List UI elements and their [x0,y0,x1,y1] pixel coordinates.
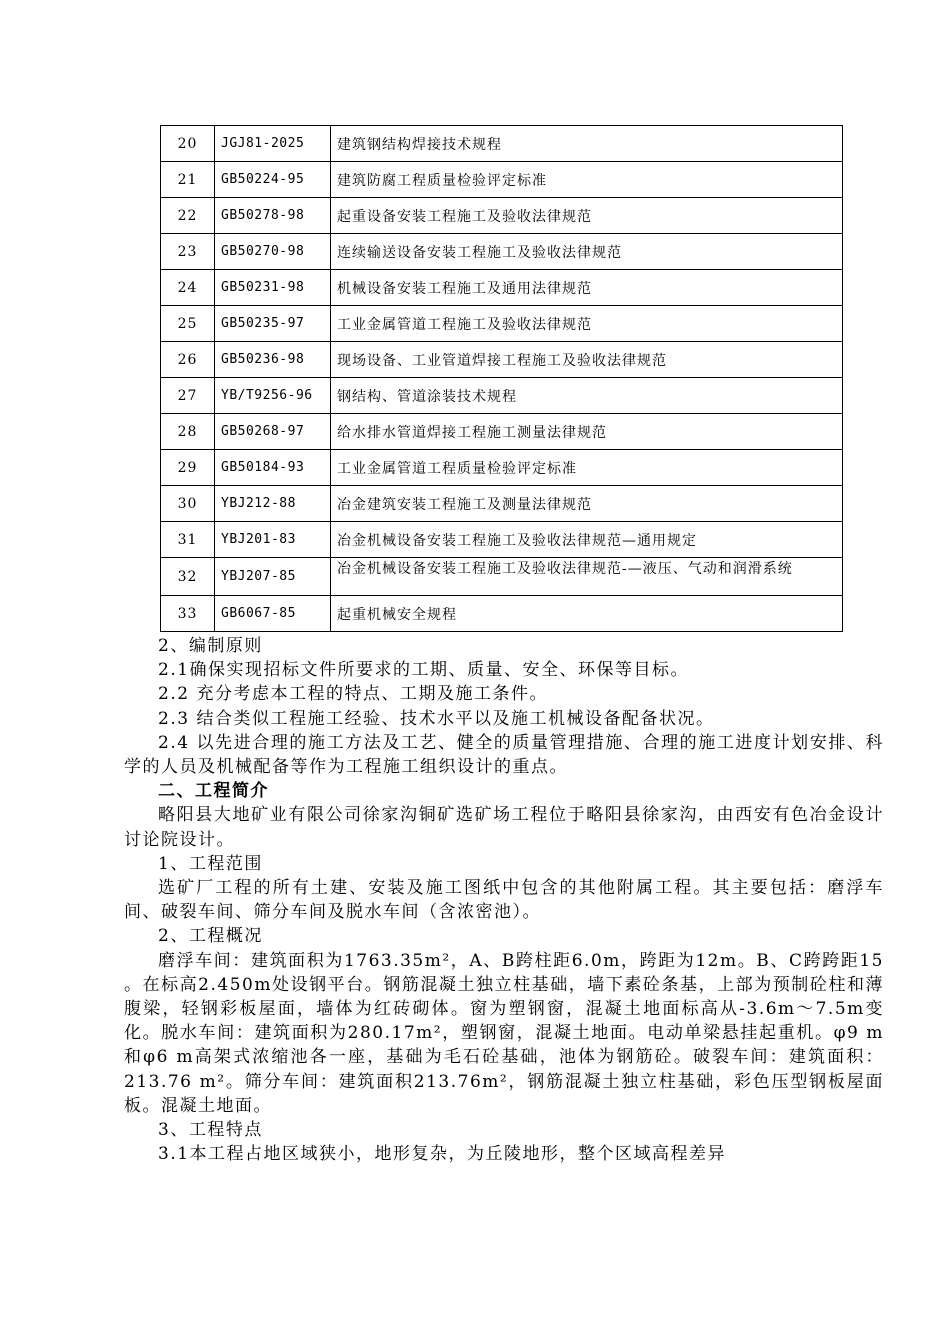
row-number: 33 [161,596,215,632]
standards-table [160,125,843,632]
paragraph: 2.2 充分考虑本工程的特点、工期及施工条件。 [158,684,548,705]
row-number: 22 [161,198,215,234]
standard-code: YB/T9256-96 [215,378,331,414]
section-heading: 3、工程特点 [158,1120,263,1141]
standard-name: 工业金属管道工程施工及验收法律规范 [331,306,843,342]
paragraph: 2.3 结合类似工程施工经验、技术水平以及施工机械设备配备状况。 [158,708,715,729]
table-row [161,198,843,234]
paragraph: 3.1本工程占地区域狭小，地形复杂，为丘陵地形，整个区域高程差异 [158,1144,727,1165]
row-number: 27 [161,378,215,414]
section-heading: 1、工程范围 [158,853,263,874]
standard-code: GB50231-98 [215,270,331,306]
standard-name: 机械设备安装工程施工及通用法律规范 [331,270,843,306]
standard-code: GB50236-98 [215,342,331,378]
standard-name: 起重机械安全规程 [331,596,843,632]
row-number: 31 [161,522,215,558]
row-number: 32 [161,558,215,596]
table-row [161,162,843,198]
standard-name: 冶金机械设备安装工程施工及验收法律规范-—液压、气动和润滑系统 [331,558,843,596]
standard-code: GB6067-85 [215,596,331,632]
standard-code: YBJ207-85 [215,558,331,596]
document-body [124,634,884,1166]
table-row [161,342,843,378]
row-number: 23 [161,234,215,270]
table-row [161,486,843,522]
standard-code: GB50235-97 [215,306,331,342]
standard-code: GB50270-98 [215,234,331,270]
table-row [161,234,843,270]
standard-name: 连续输送设备安装工程施工及验收法律规范 [331,234,843,270]
standard-code: GB50268-97 [215,414,331,450]
standard-code: GB50224-95 [215,162,331,198]
standard-code: GB50184-93 [215,450,331,486]
table-row [161,558,843,596]
row-number: 29 [161,450,215,486]
standard-name: 给水排水管道焊接工程施工测量法律规范 [331,414,843,450]
section-heading: 2、工程概况 [158,926,263,947]
standard-name: 建筑防腐工程质量检验评定标准 [331,162,843,198]
standard-code: GB50278-98 [215,198,331,234]
table-row [161,522,843,558]
section-heading: 2、编制原则 [158,636,263,656]
table-row [161,596,843,632]
standard-code: YBJ212-88 [215,486,331,522]
table-row [161,126,843,162]
standard-name: 建筑钢结构焊接技术规程 [331,126,843,162]
standard-name: 钢结构、管道涂装技术规程 [331,378,843,414]
standard-name: 冶金建筑安装工程施工及测量法律规范 [331,486,843,522]
paragraph: 略阳县大地矿业有限公司徐家沟铜矿选矿场工程位于略阳县徐家沟，由西安有色冶金设计讨论院设计。 [124,805,884,850]
table-row [161,450,843,486]
row-number: 24 [161,270,215,306]
standard-code: JGJ81-2025 [215,126,331,162]
standard-name: 现场设备、工业管道焊接工程施工及验收法律规范 [331,342,843,378]
table-row [161,270,843,306]
standard-name: 工业金属管道工程质量检验评定标准 [331,450,843,486]
row-number: 20 [161,126,215,162]
row-number: 26 [161,342,215,378]
table-row [161,414,843,450]
chapter-heading: 二、工程简介 [158,781,269,802]
paragraph: 2.1确保实现招标文件所要求的工期、质量、安全、环保等目标。 [158,660,690,681]
paragraph: 2.4 以先进合理的施工方法及工艺、健全的质量管理措施、合理的施工进度计划安排、科学的人员及机械配备等作为工程施工组织设计的重点。 [124,732,884,778]
row-number: 25 [161,306,215,342]
row-number: 28 [161,414,215,450]
paragraph: 磨浮车间：建筑面积为1763.35m²，A、B跨柱距6.0m，跨距为12m。B、C跨跨距15 。在标高2.450m处设钢平台。钢筋混凝土独立柱基础，墙下素砼条基，上部为预制砼柱和薄腹梁，轻钢彩板屋面，墙体为红砖砌体。窗为塑钢窗，混凝土地面标高从-3.6m～7.5m变化。脱水车间：建筑面积为280.17m²，塑钢窗，混凝土地面。电动单梁悬挂起重机。φ9 m和φ6 m高架式浓缩池各一座，基础为毛石砼基础，池体为钢筋砼。破裂车间：建筑面积：213.76 m²。筛分车间：建筑面积213.76m²，钢筋混凝土独立柱基础，彩色压型钢板屋面板。混凝土地面。 [124,950,884,1116]
row-number: 30 [161,486,215,522]
row-number: 21 [161,162,215,198]
standard-name: 起重设备安装工程施工及验收法律规范 [331,198,843,234]
standard-code: YBJ201-83 [215,522,331,558]
table-row [161,378,843,414]
paragraph: 选矿厂工程的所有土建、安装及施工图纸中包含的其他附属工程。其主要包括：磨浮车间、破裂车间、筛分车间及脱水车间（含浓密池）。 [124,878,884,923]
table-row [161,306,843,342]
standard-name: 冶金机械设备安装工程施工及验收法律规范—通用规定 [331,522,843,558]
